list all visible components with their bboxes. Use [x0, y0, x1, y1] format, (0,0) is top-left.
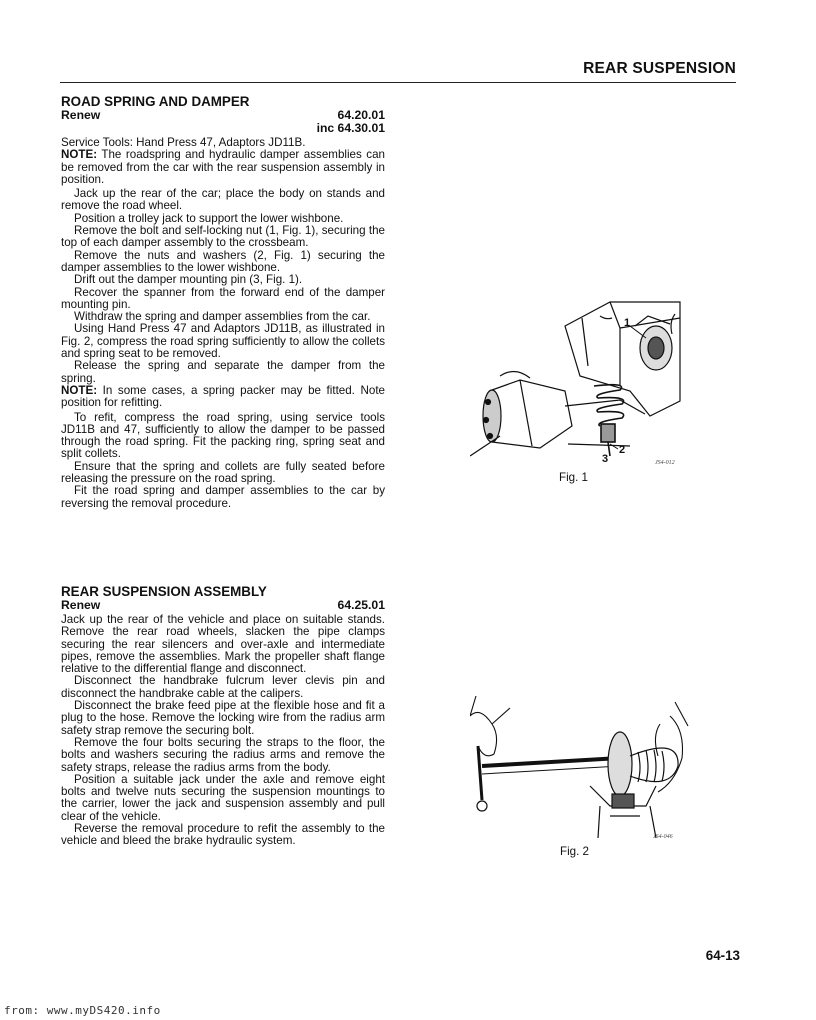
renew-row	[61, 599, 385, 612]
fig1-callout-1: 1	[624, 317, 631, 329]
fig1-caption: Fig. 1	[559, 471, 588, 484]
fig2-caption: Fig. 2	[560, 845, 589, 858]
source-watermark: from: www.myDS420.info	[4, 1004, 161, 1017]
rear-suspension-assembly-section	[61, 584, 385, 848]
fig1-code: JS4-012	[655, 460, 675, 466]
operation-code-inc: inc 64.30.01	[316, 121, 385, 135]
fig2-illustration	[470, 696, 695, 846]
page-number: 64-13	[705, 948, 740, 963]
rear-suspension-assembly-title: REAR SUSPENSION ASSEMBLY	[61, 584, 267, 599]
note-label: NOTE:	[61, 148, 98, 162]
step-text: Ensure that the spring and collets are fully seated before releasing the pressure on the road spring.	[61, 459, 385, 486]
service-tools-text: Service Tools: Hand Press 47, Adaptors JD11B.	[61, 136, 306, 149]
road-spring-section	[61, 94, 385, 510]
step-text: Position a trolley jack to support the lower wishbone.	[74, 211, 344, 225]
step-text: Release the spring and separate the damper from the spring.	[61, 359, 385, 385]
step-text: To refit, compress the road spring, using service tools JD11B and 47, sufficiently to allow the damper to be passed through the road spring. Fit the packing ring, spring seat and split collets.	[61, 410, 385, 461]
leader-line	[630, 326, 646, 338]
step-text: Reverse the removal procedure to refit the assembly to the vehicle and bleed the brake hydraulic system.	[61, 822, 385, 848]
step-text: Recover the spanner from the forward end of the damper mounting pin.	[61, 285, 385, 311]
section-header-title: REAR SUSPENSION	[583, 60, 736, 77]
note-paragraph	[61, 385, 385, 410]
step-text: Drift out the damper mounting pin (3, Fig. 1).	[74, 273, 303, 287]
fig1-illustration	[470, 296, 685, 471]
step-text: Disconnect the brake feed pipe at the flexible hose and fit a plug to the hose. Remove the locking wire from the radius arm safety strap remove the securing bolt.	[61, 699, 385, 737]
note-text: The roadspring and hydraulic damper assemblies can be removed from the car with the rear suspension assembly in position.	[61, 148, 385, 186]
step-text: Jack up the rear of the vehicle and place on suitable stands. Remove the rear road wheels, slacken the pipe clamps securing the rear silencers and over-axle and intermediate pipes, remove the assemblies. Mark the propeller shaft flange relative to the differential flange and disconnect.	[61, 613, 385, 676]
step-text: Fit the road spring and damper assemblies to the car by reversing the removal procedure.	[61, 484, 385, 510]
page-header	[60, 62, 736, 83]
note-paragraph	[61, 149, 385, 186]
road-spring-title: ROAD SPRING AND DAMPER	[61, 94, 250, 109]
leader-line	[610, 444, 618, 449]
hand-press-drawing	[477, 732, 678, 838]
note-text: In some cases, a spring packer may be fitted. Note position for refitting.	[61, 383, 385, 410]
renew-label: Renew	[61, 598, 101, 612]
step-text: Using Hand Press 47 and Adaptors JD11B, as illustrated in Fig. 2, compress the road spring sufficiently to allow the collets and spring seat to be removed.	[61, 322, 385, 361]
step-text: Position a suitable jack under the axle and remove eight bolts and twelve nuts securing the suspension mountings to the carrier, lower the jack and suspension assembly and pull clear of the vehicle.	[61, 772, 385, 823]
step-text: Remove the four bolts securing the straps to the floor, the bolts and washers securing the radius arms and remove the safety straps, release the radius arms from the body.	[61, 735, 385, 774]
step-text: Remove the nuts and washers (2, Fig. 1) securing the damper assemblies to the lower wishbone.	[61, 248, 385, 274]
operation-code: 64.20.01	[337, 108, 385, 122]
fig1-callout-3: 3	[602, 453, 609, 465]
step-text: Remove the bolt and self-locking nut (1, Fig. 1), securing the top of each damper assembly to the crossbeam.	[61, 224, 385, 250]
note-label: NOTE:	[61, 383, 98, 397]
step-text: Jack up the rear of the car; place the body on stands and remove the road wheel.	[61, 187, 385, 213]
fig2-code: JS4-046	[653, 834, 673, 840]
operation-code: 64.25.01	[337, 598, 385, 612]
renew-label: Renew	[61, 108, 101, 122]
fig1-callout-2: 2	[619, 444, 626, 456]
step-text: Withdraw the spring and damper assemblies from the car.	[74, 310, 371, 324]
step-text: Disconnect the handbrake fulcrum lever clevis pin and disconnect the handbrake cable at the calipers.	[61, 674, 385, 700]
